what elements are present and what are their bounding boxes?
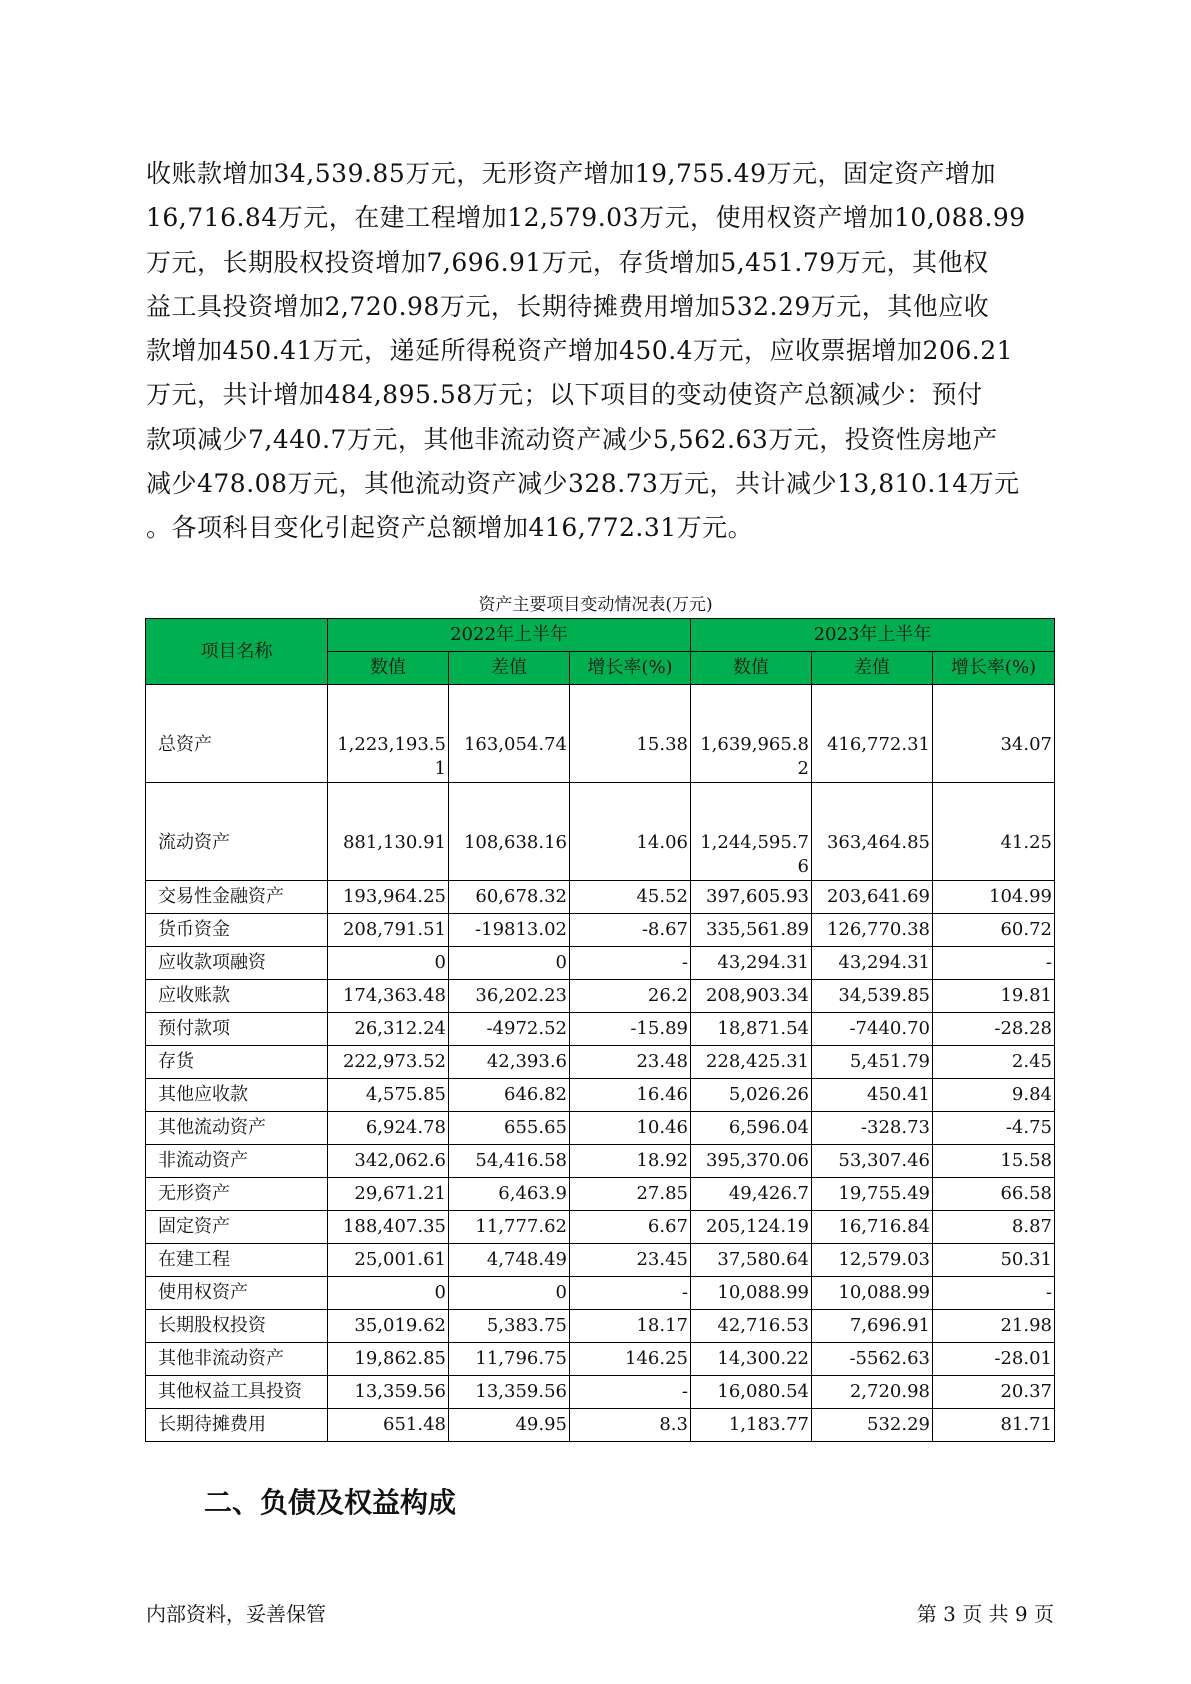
- cell-rate-2022: -: [570, 1376, 691, 1409]
- table-row: [146, 1409, 1055, 1442]
- cell-rate-2023: 34.07: [933, 685, 1055, 783]
- cell-value-2022: 25,001.61: [328, 1244, 449, 1277]
- cell-value-2022: 4,575.85: [328, 1079, 449, 1112]
- cell-value-2023: 397,605.93: [691, 881, 812, 914]
- cell-value-2023: 1,639,965.82: [691, 685, 812, 783]
- cell-value-2023: 43,294.31: [691, 947, 812, 980]
- cell-value-2023: 1,183.77: [691, 1409, 812, 1442]
- cell-item-name: 长期待摊费用: [146, 1409, 328, 1442]
- cell-rate-2023: 20.37: [933, 1376, 1055, 1409]
- cell-diff-2022: 36,202.23: [449, 980, 570, 1013]
- cell-diff-2022: 0: [449, 947, 570, 980]
- cell-diff-2022: 49.95: [449, 1409, 570, 1442]
- header-value-2023: 数值: [691, 652, 812, 685]
- cell-value-2022: 26,312.24: [328, 1013, 449, 1046]
- cell-diff-2023: 16,716.84: [812, 1211, 933, 1244]
- cell-item-name: 非流动资产: [146, 1145, 328, 1178]
- cell-item-name: 长期股权投资: [146, 1310, 328, 1343]
- cell-rate-2022: 18.17: [570, 1310, 691, 1343]
- cell-diff-2023: 34,539.85: [812, 980, 933, 1013]
- cell-diff-2023: 19,755.49: [812, 1178, 933, 1211]
- cell-rate-2023: 104.99: [933, 881, 1055, 914]
- paragraph-line: 。各项科目变化引起资产总额增加416,772.31万元。: [146, 513, 754, 543]
- cell-value-2023: 37,580.64: [691, 1244, 812, 1277]
- cell-rate-2023: 50.31: [933, 1244, 1055, 1277]
- cell-value-2022: 6,924.78: [328, 1112, 449, 1145]
- cell-rate-2022: 23.48: [570, 1046, 691, 1079]
- cell-value-2022: 651.48: [328, 1409, 449, 1442]
- cell-value-2023: 6,596.04: [691, 1112, 812, 1145]
- cell-diff-2022: 5,383.75: [449, 1310, 570, 1343]
- cell-item-name: 总资产: [146, 685, 328, 783]
- cell-diff-2022: 6,463.9: [449, 1178, 570, 1211]
- table-row: [146, 783, 1055, 881]
- cell-item-name: 交易性金融资产: [146, 881, 328, 914]
- footer-page-number: 第 3 页 共 9 页: [916, 1602, 1054, 1626]
- paragraph-line: 款项减少7,440.7万元，其他非流动资产减少5,562.63万元，投资性房地产: [146, 424, 998, 454]
- cell-rate-2022: 23.45: [570, 1244, 691, 1277]
- cell-value-2023: 335,561.89: [691, 914, 812, 947]
- cell-diff-2023: -328.73: [812, 1112, 933, 1145]
- cell-rate-2022: 16.46: [570, 1079, 691, 1112]
- table-row: [146, 881, 1055, 914]
- table-row: [146, 1343, 1055, 1376]
- cell-diff-2023: 43,294.31: [812, 947, 933, 980]
- cell-value-2022: 174,363.48: [328, 980, 449, 1013]
- header-rate-2023: 增长率(%): [933, 652, 1055, 685]
- table-row: [146, 980, 1055, 1013]
- cell-diff-2023: 126,770.38: [812, 914, 933, 947]
- table-row: [146, 685, 1055, 783]
- header-item-name: 项目名称: [146, 619, 328, 685]
- cell-rate-2023: 8.87: [933, 1211, 1055, 1244]
- cell-diff-2023: 532.29: [812, 1409, 933, 1442]
- cell-diff-2023: -7440.70: [812, 1013, 933, 1046]
- cell-item-name: 其他应收款: [146, 1079, 328, 1112]
- cell-value-2023: 205,124.19: [691, 1211, 812, 1244]
- cell-rate-2023: -: [933, 1277, 1055, 1310]
- cell-value-2023: 16,080.54: [691, 1376, 812, 1409]
- cell-value-2023: 42,716.53: [691, 1310, 812, 1343]
- cell-diff-2022: 11,796.75: [449, 1343, 570, 1376]
- cell-rate-2022: 15.38: [570, 685, 691, 783]
- cell-item-name: 流动资产: [146, 783, 328, 881]
- cell-item-name: 固定资产: [146, 1211, 328, 1244]
- asset-change-table: [145, 618, 1055, 1442]
- cell-diff-2023: 203,641.69: [812, 881, 933, 914]
- table-row: [146, 1079, 1055, 1112]
- cell-value-2022: 19,862.85: [328, 1343, 449, 1376]
- cell-item-name: 应收款项融资: [146, 947, 328, 980]
- cell-rate-2022: 10.46: [570, 1112, 691, 1145]
- table-row: [146, 914, 1055, 947]
- cell-item-name: 其他权益工具投资: [146, 1376, 328, 1409]
- cell-value-2022: 222,973.52: [328, 1046, 449, 1079]
- cell-value-2022: 188,407.35: [328, 1211, 449, 1244]
- cell-value-2022: 0: [328, 947, 449, 980]
- cell-value-2023: 208,903.34: [691, 980, 812, 1013]
- body-paragraph: [146, 152, 1046, 551]
- table-row: [146, 1178, 1055, 1211]
- cell-value-2023: 10,088.99: [691, 1277, 812, 1310]
- paragraph-line: 款增加450.41万元，递延所得税资产增加450.4万元，应收票据增加206.21: [146, 336, 1014, 366]
- cell-rate-2022: 26.2: [570, 980, 691, 1013]
- cell-diff-2023: 416,772.31: [812, 685, 933, 783]
- cell-diff-2023: 2,720.98: [812, 1376, 933, 1409]
- cell-item-name: 无形资产: [146, 1178, 328, 1211]
- cell-value-2023: 14,300.22: [691, 1343, 812, 1376]
- table-caption: 资产主要项目变动情况表(万元): [478, 595, 713, 615]
- cell-value-2023: 1,244,595.76: [691, 783, 812, 881]
- cell-rate-2022: 146.25: [570, 1343, 691, 1376]
- cell-rate-2022: -: [570, 1277, 691, 1310]
- cell-value-2023: 18,871.54: [691, 1013, 812, 1046]
- section-heading: 二、负债及权益构成: [204, 1486, 457, 1519]
- cell-rate-2023: -4.75: [933, 1112, 1055, 1145]
- cell-rate-2022: 45.52: [570, 881, 691, 914]
- cell-diff-2022: 108,638.16: [449, 783, 570, 881]
- cell-rate-2023: 15.58: [933, 1145, 1055, 1178]
- cell-rate-2023: -28.28: [933, 1013, 1055, 1046]
- cell-diff-2022: 54,416.58: [449, 1145, 570, 1178]
- footer-confidential-note: 内部资料，妥善保管: [146, 1602, 326, 1626]
- cell-rate-2023: -: [933, 947, 1055, 980]
- cell-diff-2022: 42,393.6: [449, 1046, 570, 1079]
- cell-value-2022: 881,130.91: [328, 783, 449, 881]
- table-row: [146, 1145, 1055, 1178]
- cell-rate-2022: 27.85: [570, 1178, 691, 1211]
- header-diff-2023: 差值: [812, 652, 933, 685]
- table-row: [146, 1112, 1055, 1145]
- cell-value-2023: 228,425.31: [691, 1046, 812, 1079]
- cell-diff-2023: -5562.63: [812, 1343, 933, 1376]
- cell-value-2022: 342,062.6: [328, 1145, 449, 1178]
- paragraph-line: 收账款增加34,539.85万元，无形资产增加19,755.49万元，固定资产增加: [146, 159, 996, 188]
- cell-diff-2022: 646.82: [449, 1079, 570, 1112]
- cell-diff-2022: 13,359.56: [449, 1376, 570, 1409]
- cell-diff-2022: 655.65: [449, 1112, 570, 1145]
- cell-rate-2023: 81.71: [933, 1409, 1055, 1442]
- table-row: [146, 1013, 1055, 1046]
- cell-rate-2022: 18.92: [570, 1145, 691, 1178]
- table-row: [146, 1310, 1055, 1343]
- cell-rate-2023: 66.58: [933, 1178, 1055, 1211]
- cell-rate-2022: 8.3: [570, 1409, 691, 1442]
- cell-value-2022: 208,791.51: [328, 914, 449, 947]
- header-value-2022: 数值: [328, 652, 449, 685]
- paragraph-line: 减少478.08万元，其他流动资产减少328.73万元，共计减少13,810.14万元: [146, 469, 1020, 499]
- paragraph-line: 万元，长期股权投资增加7,696.91万元，存货增加5,451.79万元，其他权: [146, 247, 989, 277]
- cell-item-name: 预付款项: [146, 1013, 328, 1046]
- table-row: [146, 1211, 1055, 1244]
- cell-item-name: 使用权资产: [146, 1277, 328, 1310]
- cell-rate-2023: 2.45: [933, 1046, 1055, 1079]
- paragraph-line: 益工具投资增加2,720.98万元，长期待摊费用增加532.29万元，其他应收: [146, 291, 990, 321]
- cell-value-2022: 193,964.25: [328, 881, 449, 914]
- cell-rate-2023: 19.81: [933, 980, 1055, 1013]
- table-row: [146, 1244, 1055, 1277]
- cell-rate-2022: -: [570, 947, 691, 980]
- cell-diff-2022: 11,777.62: [449, 1211, 570, 1244]
- cell-rate-2022: 6.67: [570, 1211, 691, 1244]
- table-row: [146, 1376, 1055, 1409]
- cell-diff-2022: 4,748.49: [449, 1244, 570, 1277]
- cell-diff-2023: 5,451.79: [812, 1046, 933, 1079]
- cell-rate-2023: 9.84: [933, 1079, 1055, 1112]
- cell-rate-2022: -8.67: [570, 914, 691, 947]
- cell-diff-2023: 363,464.85: [812, 783, 933, 881]
- cell-rate-2022: 14.06: [570, 783, 691, 881]
- paragraph-line: 万元，共计增加484,895.58万元；以下项目的变动使资产总额减少：预付: [146, 380, 983, 410]
- cell-diff-2022: 60,678.32: [449, 881, 570, 914]
- cell-diff-2023: 7,696.91: [812, 1310, 933, 1343]
- cell-value-2022: 1,223,193.51: [328, 685, 449, 783]
- paragraph-line: 16,716.84万元，在建工程增加12,579.03万元，使用权资产增加10,088.99: [146, 203, 1026, 233]
- cell-value-2022: 0: [328, 1277, 449, 1310]
- cell-value-2023: 395,370.06: [691, 1145, 812, 1178]
- cell-item-name: 货币资金: [146, 914, 328, 947]
- cell-diff-2022: -19813.02: [449, 914, 570, 947]
- cell-diff-2022: 163,054.74: [449, 685, 570, 783]
- cell-value-2022: 29,671.21: [328, 1178, 449, 1211]
- header-group-2022: 2022年上半年: [328, 619, 691, 652]
- header-rate-2022: 增长率(%): [570, 652, 691, 685]
- cell-diff-2023: 12,579.03: [812, 1244, 933, 1277]
- table-row: [146, 1046, 1055, 1079]
- cell-value-2022: 13,359.56: [328, 1376, 449, 1409]
- cell-diff-2023: 53,307.46: [812, 1145, 933, 1178]
- cell-rate-2023: -28.01: [933, 1343, 1055, 1376]
- cell-value-2023: 5,026.26: [691, 1079, 812, 1112]
- cell-rate-2023: 21.98: [933, 1310, 1055, 1343]
- cell-item-name: 应收账款: [146, 980, 328, 1013]
- cell-rate-2023: 41.25: [933, 783, 1055, 881]
- cell-rate-2023: 60.72: [933, 914, 1055, 947]
- cell-diff-2023: 10,088.99: [812, 1277, 933, 1310]
- cell-item-name: 其他非流动资产: [146, 1343, 328, 1376]
- table-row: [146, 1277, 1055, 1310]
- cell-value-2023: 49,426.7: [691, 1178, 812, 1211]
- cell-diff-2023: 450.41: [812, 1079, 933, 1112]
- cell-rate-2022: -15.89: [570, 1013, 691, 1046]
- cell-value-2022: 35,019.62: [328, 1310, 449, 1343]
- header-diff-2022: 差值: [449, 652, 570, 685]
- cell-diff-2022: 0: [449, 1277, 570, 1310]
- cell-diff-2022: -4972.52: [449, 1013, 570, 1046]
- cell-item-name: 在建工程: [146, 1244, 328, 1277]
- header-group-2023: 2023年上半年: [691, 619, 1055, 652]
- table-row: [146, 947, 1055, 980]
- cell-item-name: 存货: [146, 1046, 328, 1079]
- cell-item-name: 其他流动资产: [146, 1112, 328, 1145]
